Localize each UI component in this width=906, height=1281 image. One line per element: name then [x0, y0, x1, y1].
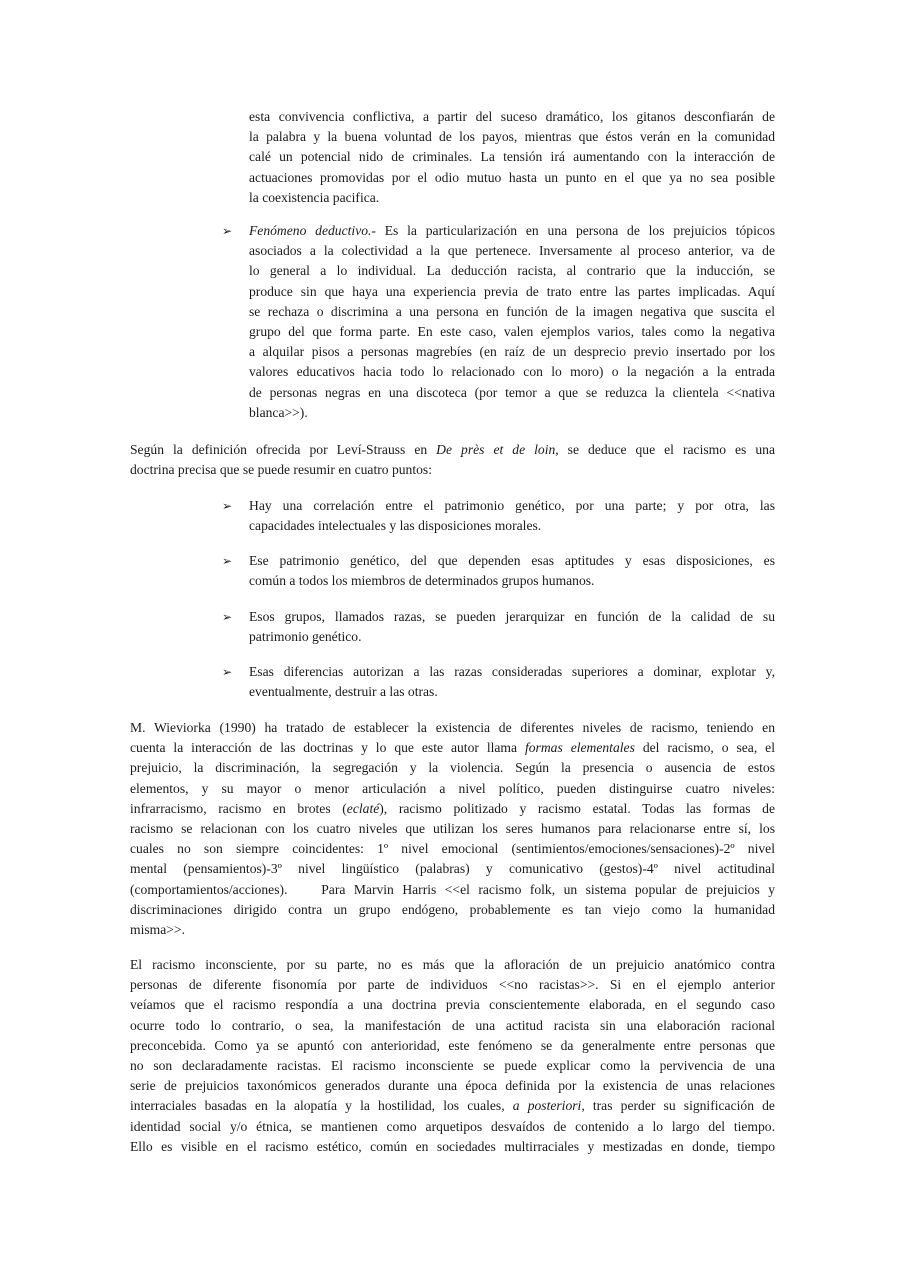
term-italic: Fenómeno deductivo. [249, 223, 372, 238]
text-line: prejuicio, la discriminación, la segregación y la violencia. Según la presencia o ausencia de estos [130, 760, 775, 776]
text-line: discriminaciones dirigido contra un grupo endógeno, probablemente es tan viejo como la humanidad [130, 901, 775, 917]
text-line [249, 221, 775, 241]
arrow-bullet-icon: ➢ [222, 554, 233, 568]
text-line: doctrina precisa que se puede resumir en cuatro puntos: [130, 462, 432, 478]
text-run: infrarracismo, racismo en brotes ( [130, 800, 347, 816]
text-line: blanca>>). [249, 404, 308, 420]
text-line: misma>>. [130, 922, 185, 938]
term-italic: eclaté [346, 800, 380, 816]
text-line: común a todos los miembros de determinados grupos humanos. [249, 573, 595, 589]
text-run: ), racismo politizado y racismo estatal. Todas las formas de [379, 800, 775, 816]
bullet-text [249, 496, 775, 536]
arrow-bullet-icon: ➢ [222, 499, 233, 513]
text-line: (comportamientos/acciones). Para Marvin Harris <<el racismo folk, un sistema popular de prejuicios y [130, 881, 775, 897]
text-line [130, 440, 775, 460]
arrow-bullet-icon: ➢ [222, 665, 233, 679]
text-line: mental (pensamientos)-3º nivel lingüístico (palabras) y comunicativo (gestos)-4º nivel actitudinal [130, 861, 775, 877]
text-line: valores educativos hacia todo lo relacionado con lo moro) o la negación a la entrada [249, 364, 775, 380]
paragraph-racismo-inconsciente [130, 955, 775, 1157]
text-line: a alquilar pisos a personas magrebíes (en raíz de un desprecio previo insertado por los [249, 344, 775, 360]
text-line [130, 1096, 775, 1116]
text-line: capacidades intelectuales y las disposiciones morales. [249, 518, 542, 534]
arrow-bullet-icon: ➢ [222, 224, 233, 238]
term-italic: formas elementales [524, 740, 635, 756]
text-line: de personas negras en una discoteca (por temor a que se reduzca la clientela <<nativa [249, 384, 775, 400]
text-line: eventualmente, destruir a las otras. [249, 684, 438, 700]
text-line: no son declaradamente racistas. El racismo inconsciente se puede explicar como la pervivencia de una [130, 1058, 775, 1074]
term-italic: a posteriori [512, 1098, 582, 1114]
paragraph-levi-strauss [130, 440, 775, 480]
text-line: identidad social y/o étnica, se mantienen como arquetipos desvaídos de contenido a lo largo del tiempo. [130, 1118, 775, 1134]
text-line: cuales no son siempre coincidentes: 1º nivel emocional (sentimientos/emociones/sensaciones)-2º nivel [130, 841, 775, 857]
text-line: calé un potencial nido de criminales. La tensión irá aumentando con la interacción de [249, 149, 775, 165]
text-line: produce sin que haya una experiencia previa de trato entre las partes implicadas. Aquí [249, 283, 775, 299]
text-line: grupo del que forma parte. En este caso, valen ejemplos varios, tales como la negativa [249, 324, 775, 340]
text-line: patrimonio genético. [249, 629, 362, 645]
text-line: Esos grupos, llamados razas, se pueden jerarquizar en función de la calidad de su [249, 609, 775, 624]
text-line: elementos, y su mayor o menor articulación a nivel político, pueden distinguirse cuatro niveles: [130, 780, 775, 796]
text-line [130, 799, 775, 819]
bullet-text [249, 551, 775, 591]
text-line: veíamos que el racismo respondía a una doctrina previa conscientemente elaborada, en el segundo caso [130, 997, 775, 1013]
text-line: la palabra y la buena voluntad de los payos, mientras que éstos verán en la comunidad [249, 129, 775, 145]
paragraph-wieviorka [130, 718, 775, 940]
text-run: , tras perder su significación de [581, 1098, 775, 1114]
text-line: actuaciones promovidas por el odio mutuo hasta un punto en el que ya no sea posible [249, 169, 775, 185]
text-line: la coexistencia pacifica. [249, 189, 380, 205]
text-run: cuenta la interacción de las doctrinas y lo que este autor llama [130, 740, 525, 756]
text-run: , se deduce que el racismo es una [555, 442, 775, 457]
text-line: lo general a lo individual. La deducción racista, al contrario que la inducción, se [249, 263, 775, 279]
text-line: Hay una correlación entre el patrimonio genético, por una parte; y por otra, las [249, 498, 775, 513]
arrow-bullet-icon: ➢ [222, 610, 233, 624]
text-line: preconcebida. Como ya se apuntó con anterioridad, este fenómeno se da generalmente entre personas que [130, 1037, 775, 1053]
text-run: del racismo, o sea, el [634, 740, 775, 756]
text-line: asociados a la colectividad a la que pertenece. Inversamente al proceso anterior, va de [249, 243, 775, 259]
bullet-text [249, 607, 775, 647]
text-line: racismo se relacionan con los cuatro niveles que utilizan los seres humanos para relacionarse entre sí, los [130, 821, 775, 837]
text-line: Ese patrimonio genético, del que dependen esas aptitudes y esas disposiciones, es [249, 553, 775, 568]
bullet-text [249, 221, 775, 423]
text-line: Esas diferencias autorizan a las razas consideradas superiores a dominar, explotar y, [249, 664, 775, 679]
continuation-paragraph [249, 107, 775, 208]
text-line: M. Wieviorka (1990) ha tratado de establecer la existencia de diferentes niveles de racismo, teniendo en [130, 720, 775, 735]
text-run: - Es la particularización en una persona de los prejuicios tópicos [371, 223, 775, 238]
text-line: serie de prejuicios taxonómicos generados durante una época definida por la existencia de unas relaciones [130, 1078, 775, 1094]
text-line: Ello es visible en el racismo estético, común en sociedades multirraciales y mestizadas en donde, tiempo [130, 1138, 775, 1154]
text-line: esta convivencia conflictiva, a partir del suceso dramático, los gitanos desconfiarán de [249, 109, 775, 124]
text-run: Según la definición ofrecida por Leví-Strauss en [130, 442, 437, 457]
text-line [130, 738, 775, 758]
text-line: personas de diferente fisonomía por parte de individuos <<no racistas>>. Si en el ejemplo anterior [130, 977, 775, 993]
book-title-italic: De près et de loin [436, 442, 556, 457]
text-run: interraciales basadas en la alopatía y la hostilidad, los cuales, [130, 1098, 513, 1114]
bullet-text [249, 662, 775, 702]
text-line: se rechaza o discrimina a una persona en función de la imagen negativa que suscita el [249, 303, 775, 319]
text-line: ocurre todo lo contrario, o sea, la manifestación de una actitud racista sin una elaboración racional [130, 1017, 775, 1033]
text-line: El racismo inconsciente, por su parte, no es más que la afloración de un prejuicio anatómico contra [130, 957, 775, 972]
